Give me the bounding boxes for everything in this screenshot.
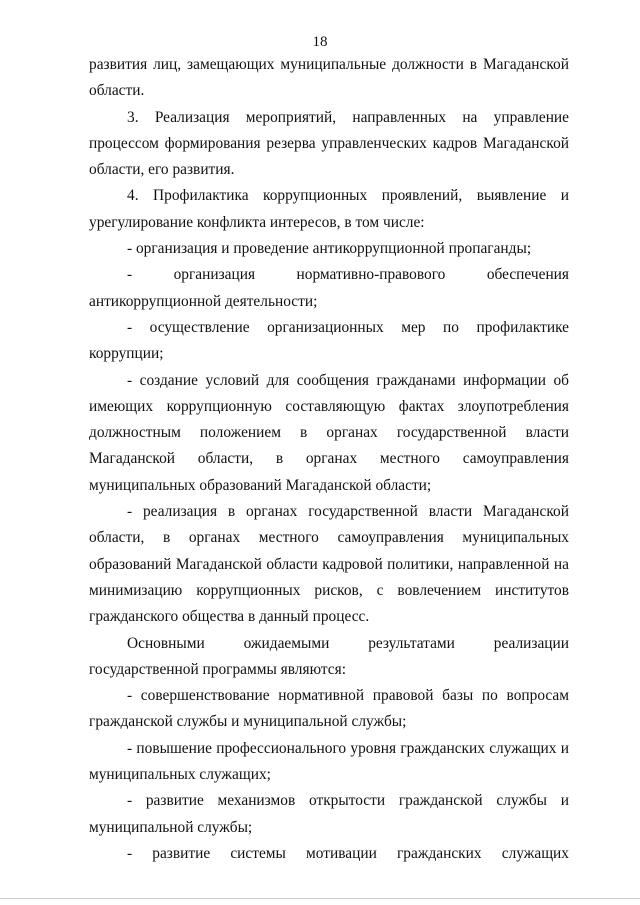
list-item: - осуществление организационных мер по профилактике коррупции;: [89, 318, 569, 363]
list-item: - совершенствование нормативной правовой базы по вопросам гражданской службы и муниципальной службы;: [89, 687, 569, 731]
paragraph-continuation: развития лиц, замещающих муниципальные должности в Магаданской области.: [89, 56, 569, 100]
paragraph-results-intro: Основными ожидаемыми результатами реализации государственной программы являются:: [89, 634, 569, 678]
paragraph-item-4: 4. Профилактика коррупционных проявлений, выявление и урегулирование конфликта интересов, в том числе:: [89, 187, 569, 231]
page-bottom-rule: [0, 898, 640, 899]
paragraph-item-3: 3. Реализация мероприятий, направленных на управление процессом формирования резерва управленческих кадров Магаданской области, его развития.: [89, 108, 569, 179]
list-item: - развитие системы мотивации гражданских служащих: [127, 844, 569, 862]
list-item: - организация и проведение антикоррупционной пропаганды;: [127, 240, 532, 258]
list-item: - организация нормативно-правового обеспечения антикоррупционной деятельности;: [89, 266, 569, 310]
list-item: - развитие механизмов открытости гражданской службы и муниципальной службы;: [89, 792, 569, 836]
document-body: [89, 52, 569, 867]
list-item: - повышение профессионального уровня гражданских служащих и муниципальных служащих;: [89, 739, 569, 784]
page-number: 18: [312, 34, 328, 50]
list-item: - реализация в органах государственной власти Магаданской области, в органах местного самоуправления муниципальных образований Магаданской области кадровой политики, направленной на минимизацию коррупционных рисков, с вовлечением институтов гражданского общества в данный процесс.: [89, 503, 569, 626]
list-item: - создание условий для сообщения гражданами информации об имеющих коррупционную составляющую фактах злоупотребления должностным положением в органах государственной власти Магаданской области, в органах местного самоуправления муниципальных образований Магаданской области;: [89, 371, 569, 494]
